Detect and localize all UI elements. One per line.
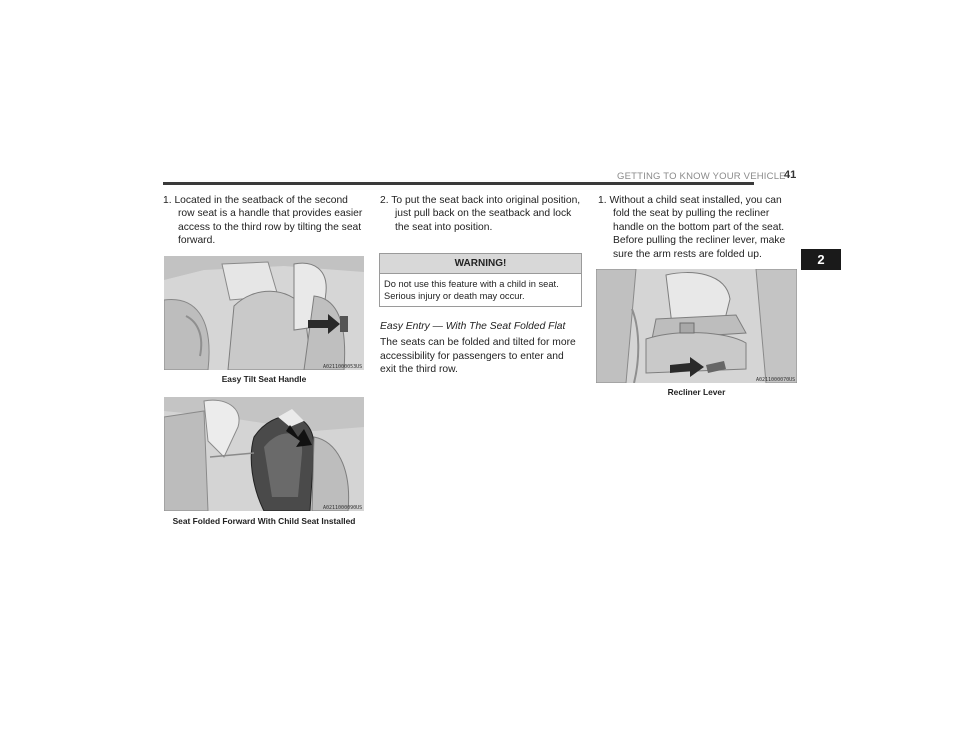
step-1-text: 1. Without a child seat installed, you can fold the seat by pulling the recliner handle on the bottom part of the seat. Before pulling the recliner lever, make sure the arm rests are folded up. [598, 195, 786, 260]
column-right [598, 194, 798, 261]
warning-title: WARNING! [380, 254, 581, 274]
warning-box [379, 253, 582, 307]
step-1-text: 1. Located in the seatback of the second row seat is a handle that provides easier access to the third row by tilting the seat forward. [163, 195, 363, 247]
column-left [163, 194, 367, 248]
easy-entry-section [380, 320, 582, 377]
column-middle [380, 194, 582, 234]
figure-caption: Seat Folded Forward With Child Seat Installed [172, 516, 356, 526]
figure-seat-folded-forward [164, 397, 364, 511]
figure-recliner-lever [596, 269, 797, 383]
page-number: 41 [784, 169, 797, 181]
chapter-tab: 2 [801, 249, 841, 270]
figure-caption: Recliner Lever [667, 387, 726, 397]
section-title: GETTING TO KNOW YOUR VEHICLE [617, 171, 786, 182]
recliner-lever-illustration [596, 269, 797, 383]
figure-caption: Easy Tilt Seat Handle [221, 374, 307, 384]
figure-code: A0211000090US [323, 505, 363, 511]
warning-text: Do not use this feature with a child in seat. Serious injury or death may occur. [384, 279, 559, 302]
section-subheading: Easy Entry — With The Seat Folded Flat [380, 321, 566, 332]
section-paragraph: The seats can be folded and tilted for more accessibility for passengers to enter and exit the third row. [380, 337, 576, 376]
seat-folded-illustration [164, 397, 364, 511]
header-rule [163, 182, 754, 185]
step-2-text: 2. To put the seat back into original position, just pull back on the seatback and lock the seat into position. [380, 195, 581, 233]
figure-easy-tilt-seat-handle [164, 256, 364, 370]
figure-code: A0211000053US [323, 364, 363, 370]
easy-tilt-seat-illustration [164, 256, 364, 370]
figure-code: A0211000070US [756, 377, 796, 383]
